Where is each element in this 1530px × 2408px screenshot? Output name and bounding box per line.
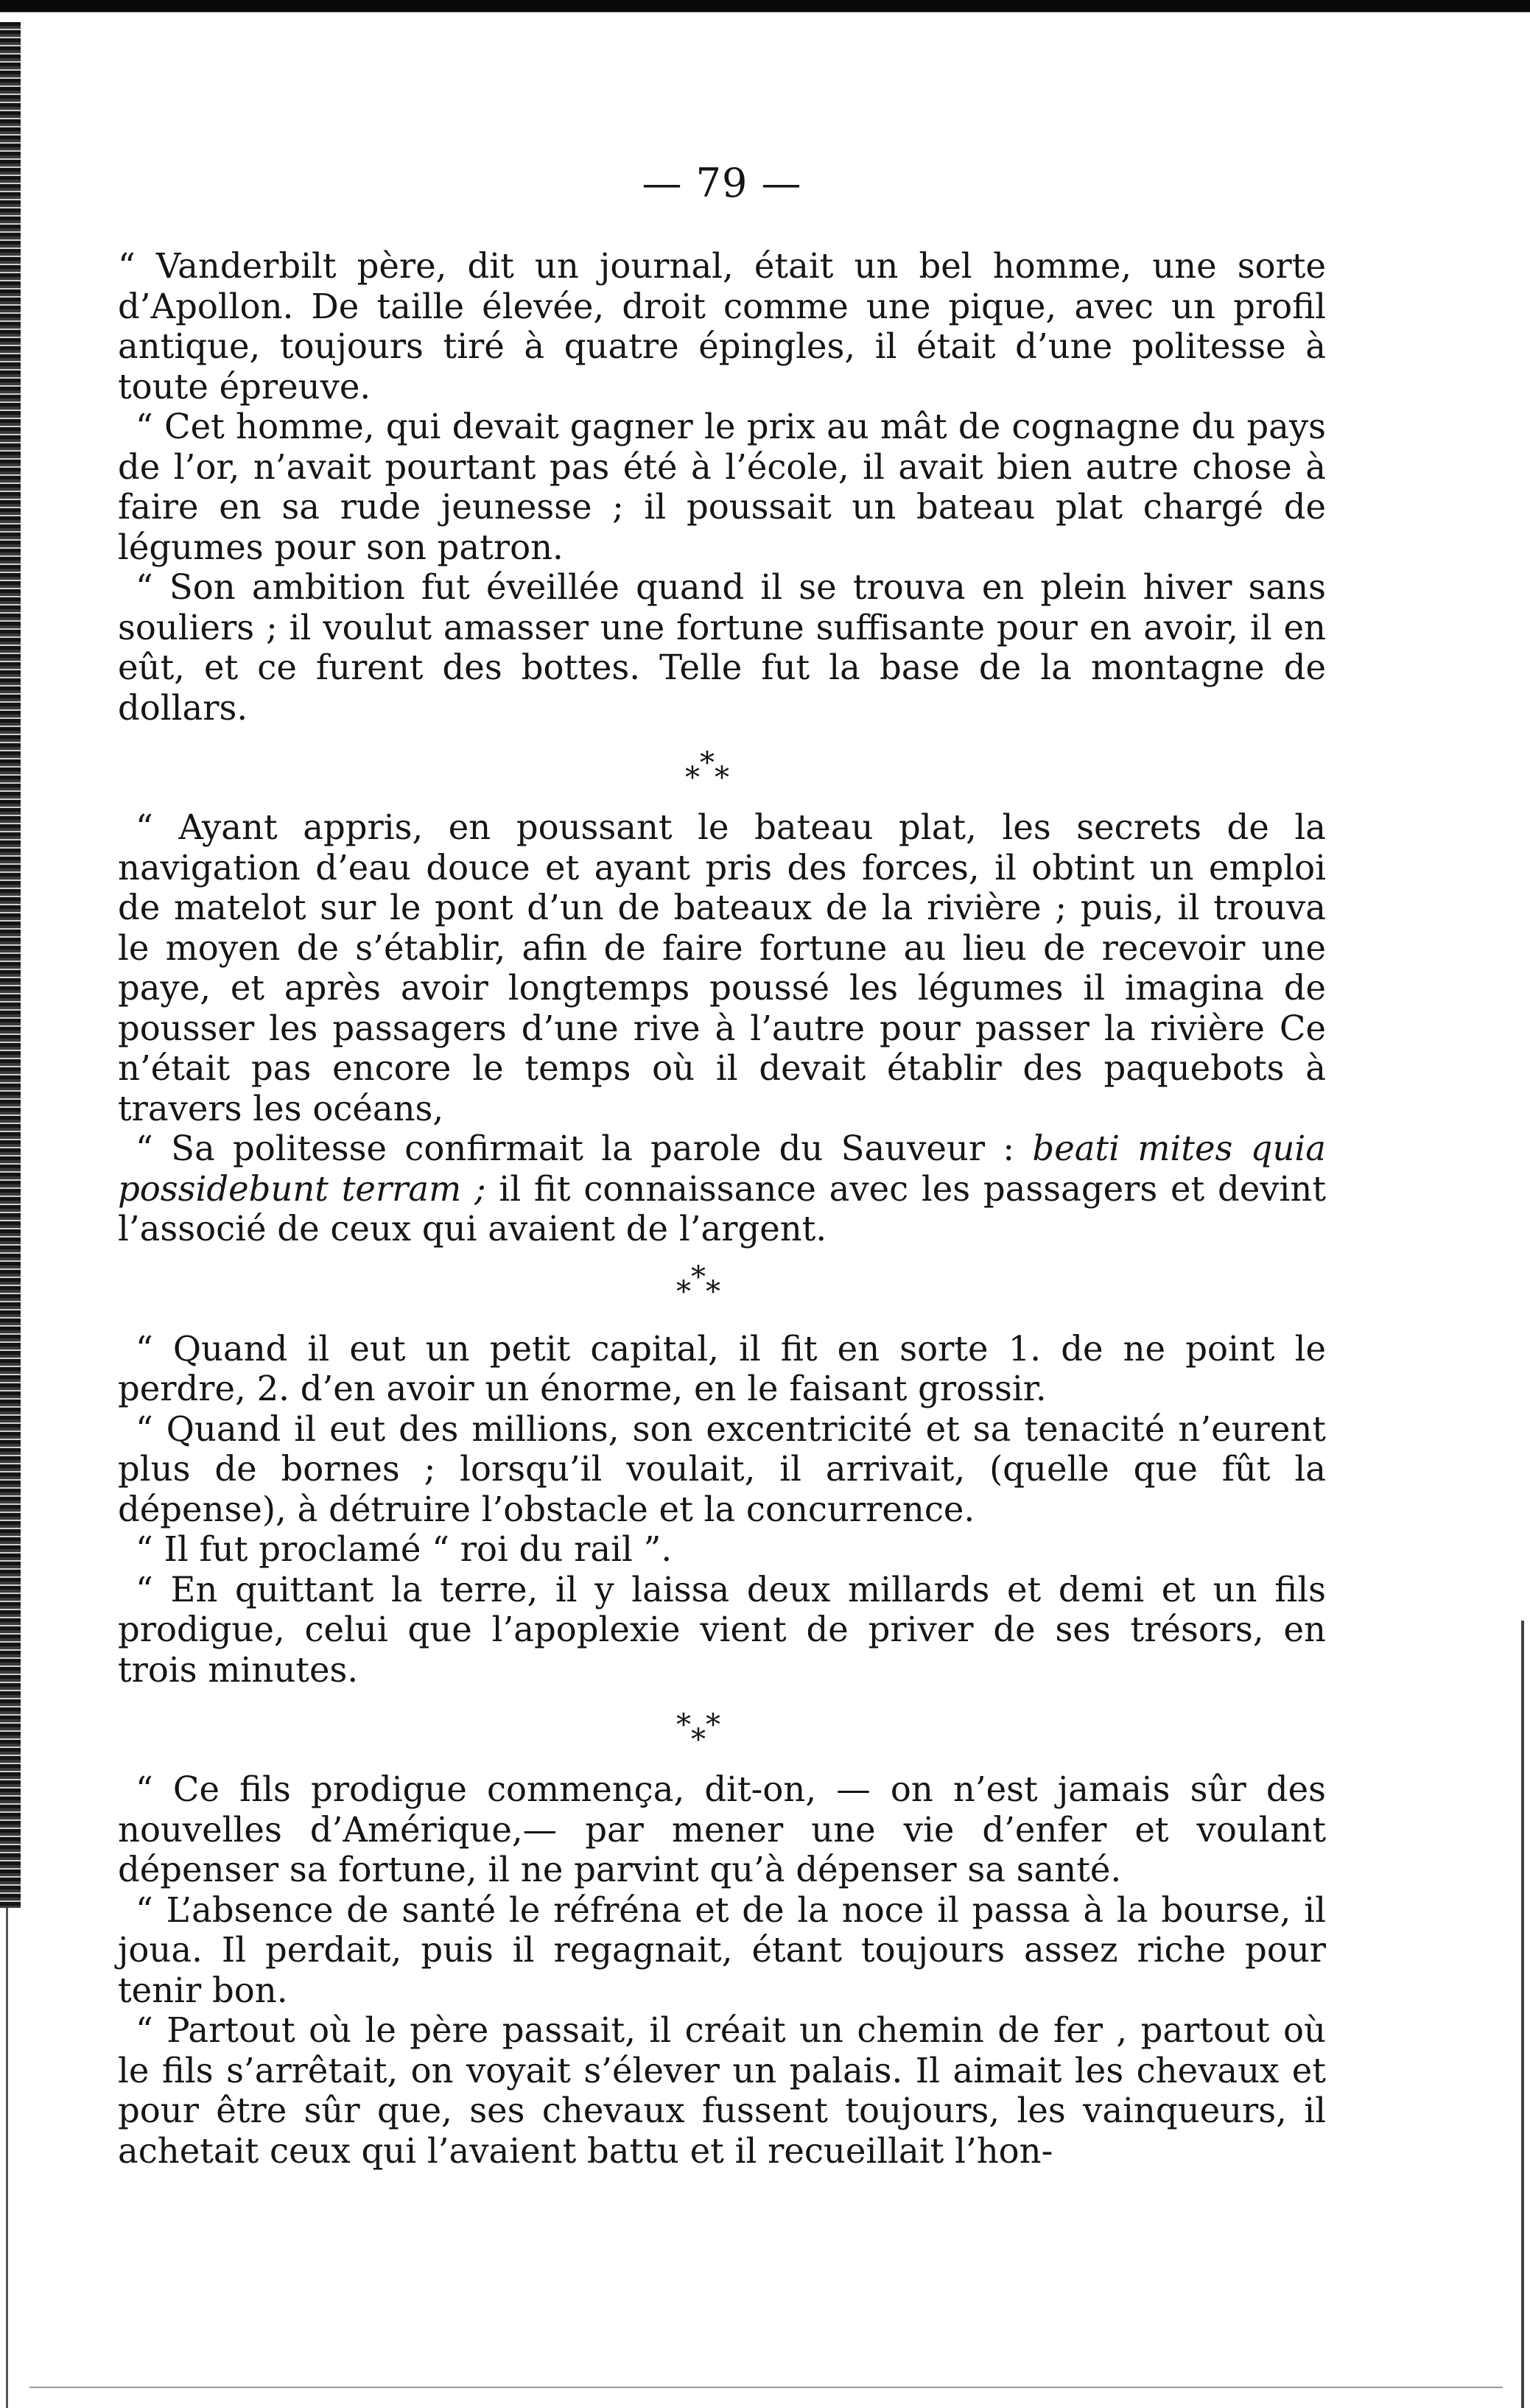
paragraph: “ Ce fils prodigue commença, dit-on, — on n’est jamais sûr des nouvelles d’Amérique,— par mener une vie d’enfer et voulant dépenser sa fortune, il ne parvint qu’à dépenser sa santé.	[118, 1769, 1326, 1889]
asterism-separator	[118, 728, 1326, 807]
paragraph: “ Quand il eut un petit capital, il fit en sorte 1. de ne point le perdre, 2. d’en avoir un énorme, en le faisant grossir.	[118, 1328, 1326, 1408]
paragraph: “ Ayant appris, en poussant le bateau plat, les secrets de la navigation d’eau douce et ayant pris des forces, il obtint un emploi de matelot sur le pont d’un de bateaux de la rivière ; puis, il trouva le moyen de s’établir, afin de faire fortune au lieu de recevoir une paye, et après avoir longtemps poussé les légumes il imagina de pousser les passagers d’une rive à l’autre pour passer la rivière Ce n’était pas encore le temps où il devait établir des paquebots à travers les océans,	[118, 807, 1326, 1128]
latin-quotation: beati mites quia possidebunt terram ;	[118, 1128, 1326, 1209]
paragraph: “ Quand il eut des millions, son excentricité et sa tenacité n’eurent plus de bornes ; lorsqu’il voulait, il arrivait, (quelle que fût la dépense), à détruire l’obstacle et la concurrence.	[118, 1408, 1326, 1529]
paragraph-latin-quote	[118, 1128, 1326, 1249]
page-number: — 79 —	[642, 160, 802, 206]
paragraph: “ Son ambition fut éveillée quand il se trouva en plein hiver sans souliers ; il voulut amasser une fortune suffisante pour en avoir, il en eût, et ce furent des bottes. Telle fut la base de la montagne de dollars.	[118, 567, 1326, 728]
asterism-star: *	[691, 1260, 706, 1294]
asterism-star: *	[676, 1274, 691, 1309]
paragraph: “ En quittant la terre, il y laissa deux millards et demi et un fils prodigue, celui que l’apoplexie vient de priver de ses trésors, en trois minutes.	[118, 1569, 1326, 1690]
paragraph: “ Il fut proclamé “ roi du rail ”.	[136, 1529, 673, 1569]
asterism-star: *	[700, 746, 715, 780]
paragraph: “ Partout où le père passait, il créait un chemin de fer , partout où le fils s’arrêtait, on voyait s’élever un palais. Il aimait les chevaux et pour être sûr que, ses chevaux fussent toujours, les vainqueurs, il achetait ceux qui l’avaient battu et il recueillait l’hon-	[118, 2010, 1326, 2171]
asterism-separator	[118, 1690, 1326, 1769]
scan-bottom-line	[29, 2387, 1503, 2388]
asterism-star: *	[706, 1274, 720, 1309]
paragraph-text: “ Sa politesse confirmait la parole du Sauveur :	[136, 1128, 1033, 1168]
asterism-separator	[118, 1249, 1326, 1329]
scan-right-margin-line	[1521, 1621, 1524, 2408]
asterism-star: *	[685, 761, 700, 795]
scan-left-margin-line	[6, 1908, 8, 2408]
paragraph: “ Cet homme, qui devait gagner le prix au mât de cognagne du pays de l’or, n’avait pourtant pas été à l’école, il avait bien autre chose à faire en sa rude jeunesse ; il poussait un bateau plat chargé de légumes pour son patron.	[118, 407, 1326, 567]
page-body	[118, 147, 1326, 2171]
scan-top-border	[0, 0, 1530, 22]
asterism-star: *	[676, 1708, 691, 1742]
asterism-star: *	[691, 1723, 706, 1757]
paragraph-text: il fit connaissance avec les passagers et devint l’associé de ceux qui avaient de l’argent.	[118, 1168, 1326, 1249]
asterism-star: *	[715, 761, 729, 795]
asterism-star: *	[706, 1708, 720, 1742]
paragraph: “ L’absence de santé le réfréna et de la noce il passa à la bourse, il joua. Il perdait, puis il regagnait, étant toujours assez riche pour tenir bon.	[118, 1889, 1326, 2010]
scan-left-binding-edge	[0, 22, 21, 1908]
paragraph: “ Vanderbilt père, dit un journal, était un bel homme, une sorte d’Apollon. De taille élevée, droit comme une pique, avec un profil antique, toujours tiré à quatre épingles, il était d’une politesse à toute épreuve.	[118, 246, 1326, 407]
